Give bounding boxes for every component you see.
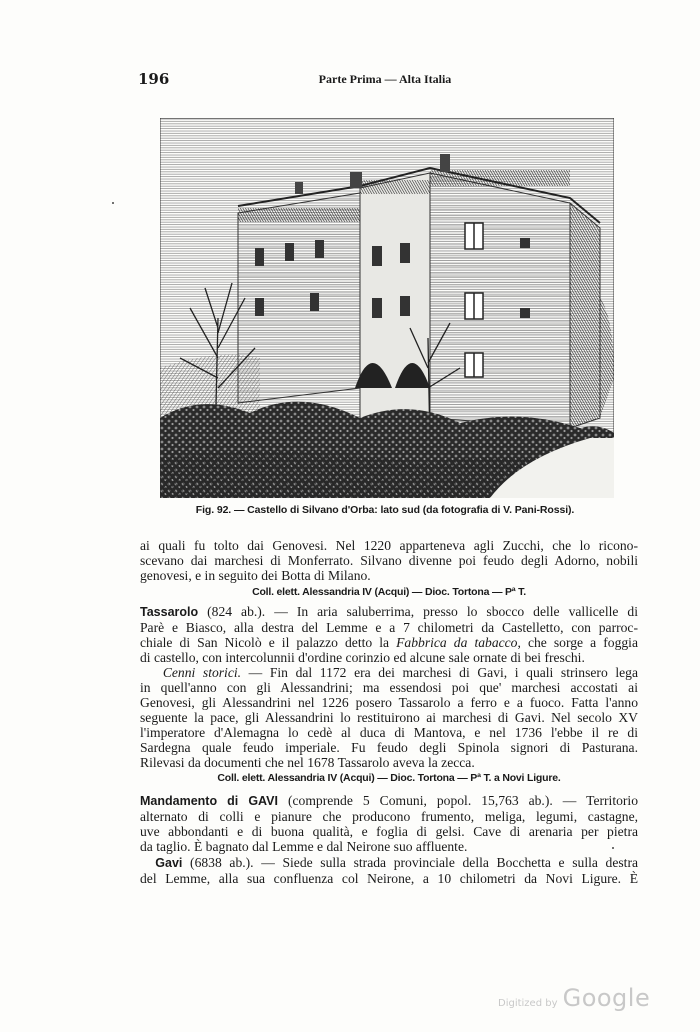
text-line: seguente la pace, gli Alessandrini lo restituirono ai marchesi di Gavi. Nel secolo XV [140, 710, 638, 725]
text-line: alternato di colli e pianure che producono frumento, meliga, legumi, castagne, [140, 809, 638, 824]
text-line [140, 635, 638, 650]
text-segment: (6838 ab.). — Siede sulla strada provinciale della Bocchetta e sulla destra [182, 855, 639, 870]
print-speck [112, 202, 114, 204]
text-line [140, 604, 638, 620]
text-line: Rilevasi da documenti che nel 1678 Tassarolo aveva la zecca. [140, 755, 475, 770]
text-segment: , che sorge a foggia [517, 635, 638, 650]
text-line [140, 793, 638, 809]
text-segment: (824 ab.). — In aria saluberrima, presso lo sbocco delle vallicelle di [198, 604, 638, 619]
watermark-small-text: Digitized by [498, 998, 558, 1009]
paragraph-tassarolo [140, 604, 638, 770]
running-head: Parte Prima — Alta Italia [318, 72, 452, 86]
italic-term: Fabbrica da tabacco [396, 635, 518, 650]
text-line [140, 855, 638, 871]
text-line: Sardegna quale feudo imperiale. Fu feudo degli Spinola signori di Pasturana. [140, 740, 638, 755]
text-line: scevano dai marchesi di Monferrato. Silvano divenne poi feudo degli Adorno, nobili [140, 553, 638, 568]
text-line: genovesi, e in seguito dei Botta di Milano. [140, 568, 371, 583]
paragraph-mandamento [140, 793, 638, 854]
collegio-note: Coll. elett. Alessandria IV (Acqui) — Dioc. Tortona — Pª T. a Novi Ligure. [217, 772, 561, 784]
page-header [138, 70, 632, 92]
collegio-note: Coll. elett. Alessandria IV (Acqui) — Dioc. Tortona — Pª T. [252, 586, 526, 598]
text-line: del Lemme, alla sua confluenza col Neirone, a 10 chilometri da Novi Ligure. È [140, 871, 638, 886]
text-line: in quell'anno con gli Alessandrini; ma essendosi poi que' marchesi accostati ai [140, 680, 638, 695]
section-label: Cenni storici. [162, 665, 242, 680]
place-name: Mandamento di GAVI [140, 794, 278, 808]
google-logo-text: Google [562, 984, 651, 1012]
page-number: 196 [138, 70, 170, 88]
text-line: Parè e Biasco, alla destra del Lemme e a 7 chilometri da Castelletto, con parroc- [140, 620, 638, 635]
text-segment: — Fin dal 1172 era dei marchesi di Gavi, i quali strinsero lega [241, 665, 638, 680]
place-name: Gavi [155, 856, 183, 870]
text-line: da taglio. È bagnato dal Lemme e dal Neirone suo affluente. [140, 839, 468, 854]
text-line: di castello, con intercolunnii d'ordine corinzio ed alcune sale ornate di bei freschi. [140, 650, 585, 665]
text-line: uve abbondanti e di buona qualità, e foglia di gelsi. Cave di arenaria per pietra [140, 824, 638, 839]
text-line: ai quali fu tolto dai Genovesi. Nel 1220 apparteneva agli Zucchi, che lo ricono- [140, 538, 638, 553]
figure-caption: Fig. 92. — Castello di Silvano d'Orba: lato sud (da fotografia di V. Pani-Rossi). [195, 504, 575, 516]
text-segment: (comprende 5 Comuni, popol. 15,763 ab.). — Territorio [277, 793, 638, 808]
paragraph-silvano [140, 538, 638, 583]
text-segment: chiale di San Nicolò e il palazzo detto la [140, 635, 397, 650]
text-line [140, 665, 638, 680]
print-speck [612, 847, 614, 849]
castle-engraving [160, 118, 614, 498]
digitized-watermark [498, 984, 650, 1012]
text-line: Genovesi, gli Alessandrini nel 1226 posero Tassarolo a ferro e a fuoco. Fatta l'anno [140, 695, 638, 710]
text-line: l'imperatore d'Alemagna lo cedè al duca di Mantova, e nel 1736 l'ebbe il re di [140, 725, 638, 740]
paragraph-gavi [140, 855, 638, 886]
place-name: Tassarolo [140, 605, 199, 619]
